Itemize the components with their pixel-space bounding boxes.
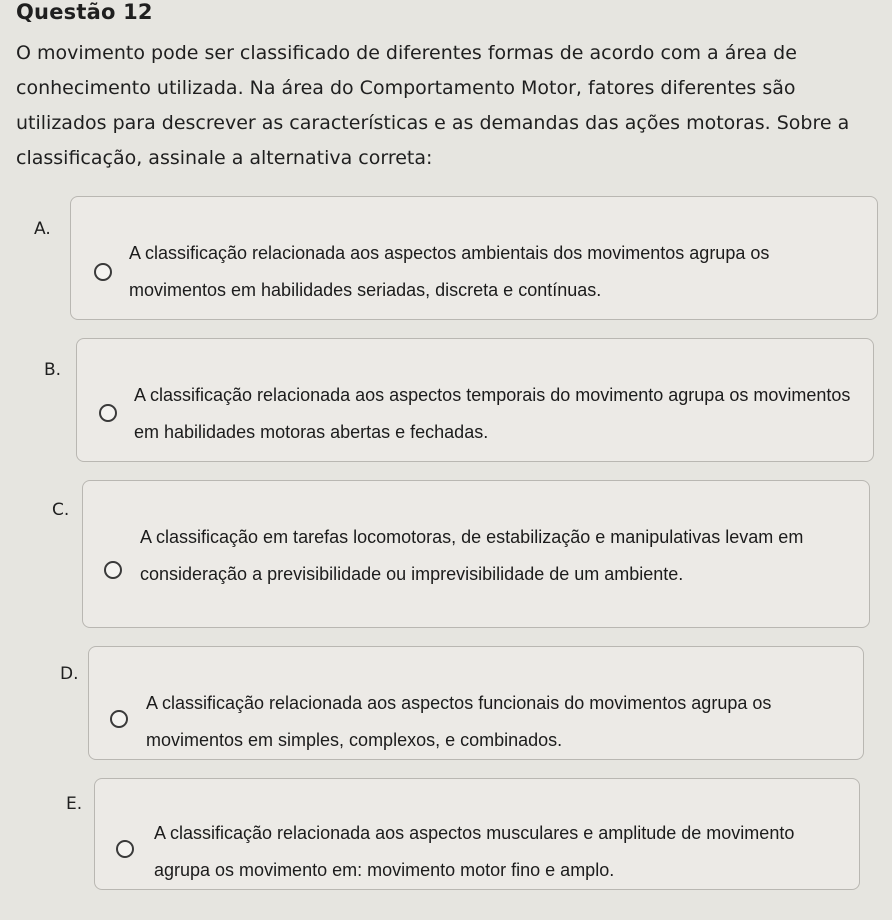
option-e-radio[interactable] (116, 840, 134, 858)
question-text: O movimento pode ser classificado de diferentes formas de acordo com a área de conhecimento utilizada. Na área do Comportamento Motor, fatores diferentes são utilizados para descrever as características e as demandas das ações motoras. Sobre a classificação, assinale a alternativa correta: (16, 42, 850, 169)
option-a-radio[interactable] (94, 263, 112, 281)
option-c-radio[interactable] (104, 561, 122, 579)
option-c-text: A classificação em tarefas locomotoras, de estabilização e manipulativas levam em consideração a previsibilidade ou imprevisibilidade de um ambiente. (140, 527, 804, 584)
option-d-radio[interactable] (110, 710, 128, 728)
option-e-letter: E. (66, 794, 83, 814)
option-a-text: A classificação relacionada aos aspectos ambientais dos movimentos agrupa os movimentos em habilidades seriadas, discreta e contínuas. (129, 243, 770, 300)
question-title: Questão 12 (16, 0, 153, 24)
option-e-text: A classificação relacionada aos aspectos musculares e amplitude de movimento agrupa os movimento em: movimento motor fino e amplo. (154, 823, 795, 880)
option-b-letter: B. (44, 360, 62, 380)
option-b-radio[interactable] (99, 404, 117, 422)
option-b-text: A classificação relacionada aos aspectos temporais do movimento agrupa os movimentos em habilidades motoras abertas e fechadas. (134, 385, 851, 442)
option-c-letter: C. (52, 500, 70, 520)
option-d-letter: D. (60, 664, 79, 684)
option-d-text: A classificação relacionada aos aspectos funcionais do movimentos agrupa os movimentos em simples, complexos, e combinados. (146, 693, 772, 750)
option-a-letter: A. (34, 219, 51, 239)
